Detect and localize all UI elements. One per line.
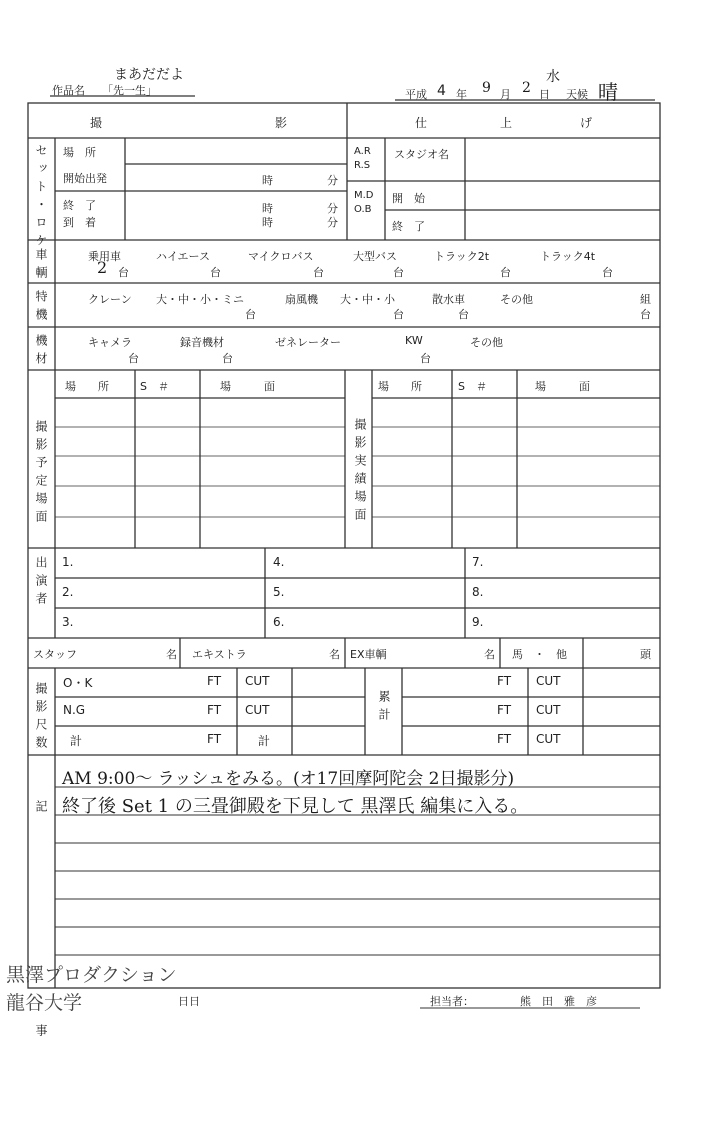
- day-unit: 日: [539, 88, 550, 101]
- vehicle-truck4t: トラック4t: [540, 250, 596, 263]
- end-hour-unit: 時: [262, 202, 273, 215]
- planned-scene-header: 場 面: [220, 380, 275, 393]
- other-unit: 台: [640, 308, 651, 321]
- start-min-unit: 分: [327, 174, 338, 187]
- planned-s-header: S ＃: [140, 380, 169, 393]
- cast-1: 1.: [62, 555, 74, 569]
- rs-label: R.S: [354, 160, 371, 171]
- actual-place-header: 場 所: [378, 380, 422, 393]
- equip-camera: キャメラ: [88, 336, 132, 349]
- arrive-hour-unit: 時: [262, 216, 273, 229]
- ng-ft: FT: [207, 703, 222, 717]
- cast-6: 6.: [273, 615, 285, 629]
- cumulative-label: 累計: [377, 690, 391, 726]
- footage-ok-label: O・K: [63, 676, 93, 690]
- era-label: 平成: [405, 88, 427, 101]
- special-set-unit: 組: [640, 293, 651, 306]
- staff-name-unit: 名: [166, 648, 177, 661]
- header-shi: 仕: [415, 116, 428, 130]
- md-label: M.D: [354, 190, 374, 201]
- ex-car-label: EX車輌: [350, 648, 387, 661]
- actual-scene-header: 場 面: [535, 380, 590, 393]
- footer-person-name: 熊 田 雅 彦: [520, 995, 597, 1008]
- vehicles-side-label: 車輌: [34, 248, 48, 284]
- place-label: 場 所: [63, 146, 96, 159]
- footer-date-label: 日日: [178, 995, 200, 1008]
- total-kei: 計: [258, 734, 271, 748]
- set-loc-side-label: セット・ロケ: [34, 144, 48, 252]
- vehicle-unit-6: 台: [602, 266, 613, 279]
- horse-label: 馬 ・ 他: [512, 648, 567, 661]
- equip-unit-3: 台: [420, 352, 431, 365]
- equip-other: その他: [470, 336, 503, 349]
- header-satsu: 撮: [90, 116, 103, 130]
- equip-unit-2: 台: [222, 352, 233, 365]
- end-label-2: 到 着: [63, 216, 96, 229]
- vehicle-unit-2: 台: [210, 266, 221, 279]
- end-min-unit: 分: [327, 202, 338, 215]
- start-hour-unit: 時: [262, 174, 273, 187]
- footage-ng-label: N.G: [63, 703, 86, 717]
- year-value: 4: [437, 83, 446, 99]
- header-jou: 上: [500, 116, 513, 130]
- fan-label: 扇風機: [285, 293, 318, 306]
- horse-unit: 頭: [640, 648, 651, 661]
- cum-cut-3: CUT: [536, 732, 561, 746]
- vehicle-hiace: ハイエース: [156, 250, 211, 263]
- month-value: 9: [482, 80, 491, 96]
- cast-side-label: 出演者: [34, 556, 48, 610]
- ok-cut: CUT: [245, 674, 270, 688]
- footage-total-label: 計: [70, 734, 83, 748]
- actual-s-header: S ＃: [458, 380, 487, 393]
- day-value: 2: [522, 80, 531, 96]
- planned-place-header: 場 所: [65, 380, 109, 393]
- vehicle-unit-1: 台: [118, 266, 129, 279]
- weather-value: 晴: [598, 80, 618, 104]
- cum-cut-1: CUT: [536, 674, 561, 688]
- shuryo-label: 終 了: [392, 220, 425, 233]
- cast-4: 4.: [273, 555, 285, 569]
- extra-label: エキストラ: [192, 648, 247, 661]
- vehicle-unit-5: 台: [500, 266, 511, 279]
- cast-7: 7.: [472, 555, 484, 569]
- staff-label: スタッフ: [33, 648, 77, 661]
- title-label: 作品名: [52, 84, 85, 97]
- watermark-line-2: 龍谷大学: [6, 992, 83, 1014]
- extra-name-unit: 名: [329, 648, 340, 661]
- crane-label: クレーン: [88, 293, 132, 306]
- equip-generator: ゼネレーター: [275, 336, 341, 349]
- arrive-min-unit: 分: [327, 216, 338, 229]
- water-truck-label: 散水車: [432, 293, 465, 306]
- ob-label: O.B: [354, 204, 372, 215]
- vehicle-car-count: 2: [97, 258, 108, 277]
- equip-unit-1: 台: [128, 352, 139, 365]
- notes-line-1: AM 9:00〜 ラッシュをみる。(オ17回摩阿陀会 2日撮影分): [62, 769, 515, 789]
- ar-label: A.R: [354, 146, 371, 157]
- ng-cut: CUT: [245, 703, 270, 717]
- water-unit: 台: [458, 308, 469, 321]
- ok-ft: FT: [207, 674, 222, 688]
- year-unit: 年: [456, 88, 467, 101]
- cast-2: 2.: [62, 585, 74, 599]
- watermark-line-1: 黒澤プロダクション: [6, 964, 177, 986]
- vehicle-unit-4: 台: [393, 266, 404, 279]
- title-value: 「先一生」: [102, 84, 157, 97]
- month-unit: 月: [500, 88, 511, 101]
- cast-5: 5.: [273, 585, 285, 599]
- vehicle-unit-3: 台: [313, 266, 324, 279]
- title-handwritten: まあだだよ: [114, 67, 184, 83]
- cast-9: 9.: [472, 615, 484, 629]
- end-label-1: 終 了: [63, 199, 96, 212]
- start-label: 開始出発: [63, 172, 107, 185]
- fan-unit: 台: [393, 308, 404, 321]
- header-ge: げ: [580, 116, 593, 130]
- actual-scenes-side-label: 撮影実績場面: [353, 418, 367, 526]
- total-ft: FT: [207, 732, 222, 746]
- crane-sizes: 大・中・小・ミニ: [156, 293, 244, 306]
- cast-8: 8.: [472, 585, 484, 599]
- special-side-label: 特機: [34, 290, 48, 326]
- planned-scenes-side-label: 撮影予定場面: [34, 420, 48, 528]
- vehicle-bus: 大型バス: [353, 250, 397, 263]
- kaishi-label: 開 始: [392, 192, 425, 205]
- cum-cut-2: CUT: [536, 703, 561, 717]
- header-ei: 影: [275, 116, 288, 130]
- notes-side-label: 記 事: [34, 800, 48, 1136]
- vehicle-car: 乗用車: [88, 250, 121, 263]
- cast-3: 3.: [62, 615, 74, 629]
- weekday-value: 水: [546, 69, 560, 85]
- footer-person-label: 担当者：: [430, 995, 474, 1008]
- special-other-label: その他: [500, 293, 533, 306]
- weather-label: 天候: [566, 88, 588, 101]
- footage-side-label: 撮影尺数: [34, 682, 48, 754]
- ex-car-unit: 名: [484, 648, 495, 661]
- studio-label: スタジオ名: [394, 148, 449, 161]
- equip-kw: KW: [405, 334, 423, 347]
- cum-ft-3: FT: [497, 732, 512, 746]
- fan-sizes: 大・中・小: [340, 293, 395, 306]
- notes-line-2: 終了後 Set 1 の三畳御殿を下見して 黒澤氏 編集に入る。: [62, 796, 529, 817]
- equip-sound: 録音機材: [180, 336, 224, 349]
- cum-ft-1: FT: [497, 674, 512, 688]
- vehicle-microbus: マイクロバス: [248, 250, 314, 263]
- equipment-side-label: 機材: [34, 334, 48, 370]
- crane-unit: 台: [245, 308, 256, 321]
- vehicle-truck2t: トラック2t: [434, 250, 490, 263]
- cum-ft-2: FT: [497, 703, 512, 717]
